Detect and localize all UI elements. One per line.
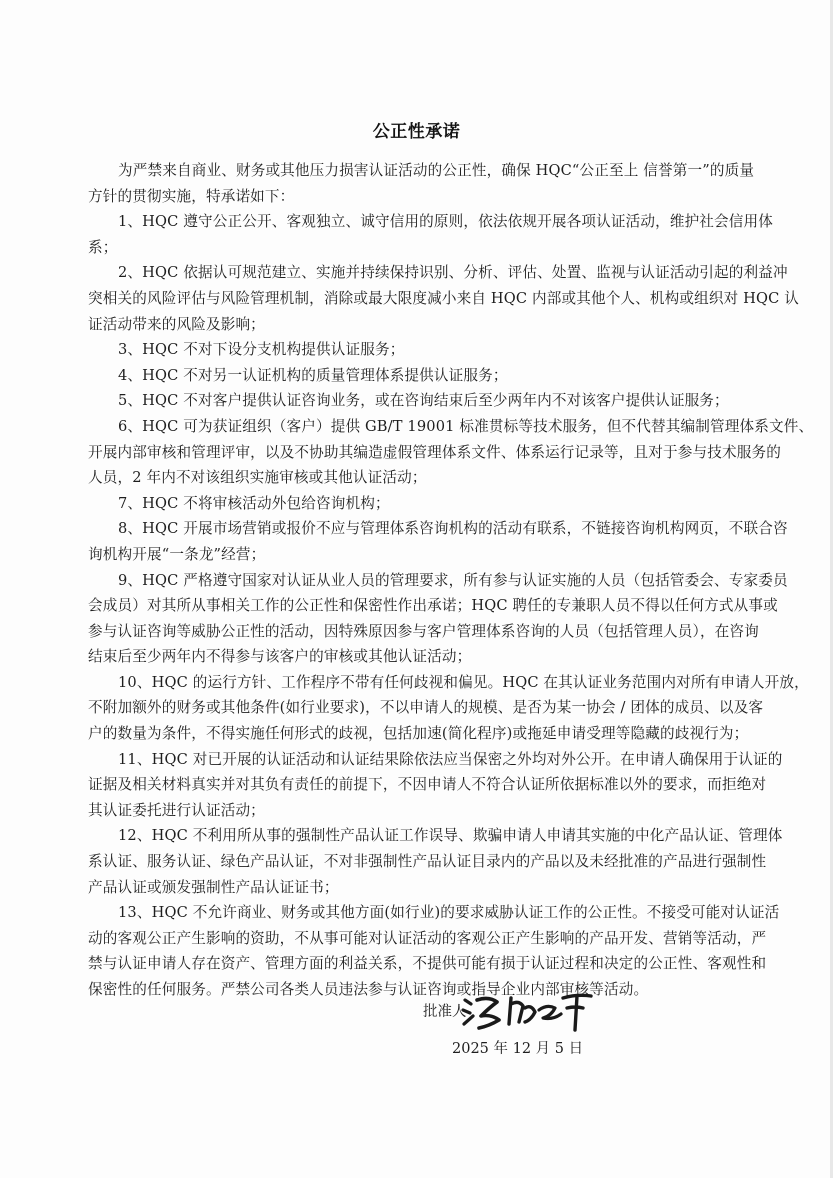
text-line: 4、HQC 不对另一认证机构的质量管理体系提供认证服务； bbox=[118, 366, 508, 384]
approval-signature-block bbox=[423, 1000, 467, 1021]
text-line: 参与认证咨询等威胁公正性的活动，因特殊原因参与客户管理体系咨询的人员（包括管理人员），在咨询 bbox=[88, 622, 759, 640]
text-line: 系； bbox=[88, 238, 118, 256]
text-line: 产品认证或颁发强制性产品认证证书； bbox=[88, 878, 339, 896]
text-line: 禁与认证申请人存在资产、管理方面的利益关系，不提供可能有损于认证过程和决定的公正性、客观性和 bbox=[88, 955, 767, 973]
text-line: 10、HQC 的运行方针、工作程序不带有任何歧视和偏见。HQC 在其认证业务范围内对所有申请人开放， bbox=[118, 673, 809, 691]
text-line: 7、HQC 不将审核活动外包给咨询机构； bbox=[118, 494, 390, 512]
text-line: 3、HQC 不对下设分支机构提供认证服务； bbox=[118, 341, 405, 359]
text-line: 证活动带来的风险及影响； bbox=[88, 315, 265, 333]
text-line: 为严禁来自商业、财务或其他压力损害认证活动的公正性，确保 HQC“公正至上 信誉第一”的质量 bbox=[118, 162, 755, 179]
document-body bbox=[88, 158, 814, 1003]
text-line: 证据及相关材料真实并对其负有责任的前提下，不因申请人不符合认证所依据标准以外的要求，而拒绝对 bbox=[88, 776, 767, 794]
text-line: 其认证委托进行认证活动； bbox=[88, 801, 265, 819]
text-line: 11、HQC 对已开展的认证活动和认证结果除依法应当保密之外均对外公开。在申请人确保用于认证的 bbox=[118, 750, 783, 768]
text-line: 方针的贯彻实施，特承诺如下： bbox=[88, 187, 295, 205]
text-line: 9、HQC 严格遵守国家对认证从业人员的管理要求，所有参与认证实施的人员（包括管委会、专家委员 bbox=[118, 571, 788, 589]
text-line: 不附加额外的财务或其他条件(如行业要求)，不以申请人的规模、是否为某一协会 / 团体的成员、以及客 bbox=[88, 699, 764, 717]
handwritten-signature-icon bbox=[459, 986, 599, 1034]
document-title: 公正性承诺 bbox=[372, 122, 461, 142]
text-line: 12、HQC 不利用所从事的强制性产品认证工作误导、欺骗申请人申请其实施的中化产品认证、管理体 bbox=[118, 827, 783, 845]
text-line: 保密性的任何服务。严禁公司各类人员违法参与认证咨询或指导企业内部审核等活动。 bbox=[88, 981, 649, 998]
signature-date: 2025 年 12 月 5 日 bbox=[452, 1041, 584, 1057]
text-line: 系认证、服务认证、绿色产品认证，不对非强制性产品认证目录内的产品以及未经批准的产品进行强制性 bbox=[88, 853, 767, 871]
text-line: 结束后至少两年内不得参与该客户的审核或其他认证活动； bbox=[88, 648, 472, 666]
text-line: 开展内部审核和管理评审，以及不协助其编造虚假管理体系文件、体系运行记录等，且对于参与技术服务的 bbox=[88, 443, 781, 461]
text-line: 2、HQC 依据认可规范建立、实施并持续保持识别、分析、评估、处置、监视与认证活动引起的利益冲 bbox=[118, 264, 788, 282]
text-line: 会成员）对其所从事相关工作的公正性和保密性作出承诺；HQC 聘任的专兼职人员不得以任何方式从事或 bbox=[88, 597, 778, 615]
text-line: 8、HQC 开展市场营销或报价不应与管理体系咨询机构的活动有联系，不链接咨询机构网页，不联合咨 bbox=[118, 520, 788, 538]
text-line: 突相关的风险评估与风险管理机制，消除或最大限度减小来自 HQC 内部或其他个人、机构或组织对 HQC 认 bbox=[88, 289, 800, 307]
text-line: 13、HQC 不允许商业、财务或其他方面(如行业)的要求威胁认证工作的公正性。不接受可能对认证活 bbox=[118, 904, 780, 922]
text-line: 5、HQC 不对客户提供认证咨询业务，或在咨询结束后至少两年内不对该客户提供认证服务； bbox=[118, 392, 729, 410]
approver-label: 批准人 bbox=[423, 1004, 467, 1020]
text-line: 6、HQC 可为获证组织（客户）提供 GB/T 19001 标准贯标等技术服务，但不代替其编制管理体系文件、 bbox=[118, 417, 814, 435]
text-line: 人员，2 年内不对该组织实施审核或其他认证活动； bbox=[88, 469, 427, 487]
text-line: 户的数量为条件，不得实施任何形式的歧视，包括加速(简化程序)或拖延申请受理等隐藏的歧视行为； bbox=[88, 725, 749, 743]
text-line: 动的客观公正产生影响的资助，不从事可能对认证活动的客观公正产生影响的产品开发、营销等活动，严 bbox=[88, 929, 767, 947]
text-line: 询机构开展“一条龙”经营； bbox=[88, 545, 266, 563]
text-line: 1、HQC 遵守公正公开、客观独立、诚守信用的原则，依法依规开展各项认证活动，维护社会信用体 bbox=[118, 213, 774, 231]
